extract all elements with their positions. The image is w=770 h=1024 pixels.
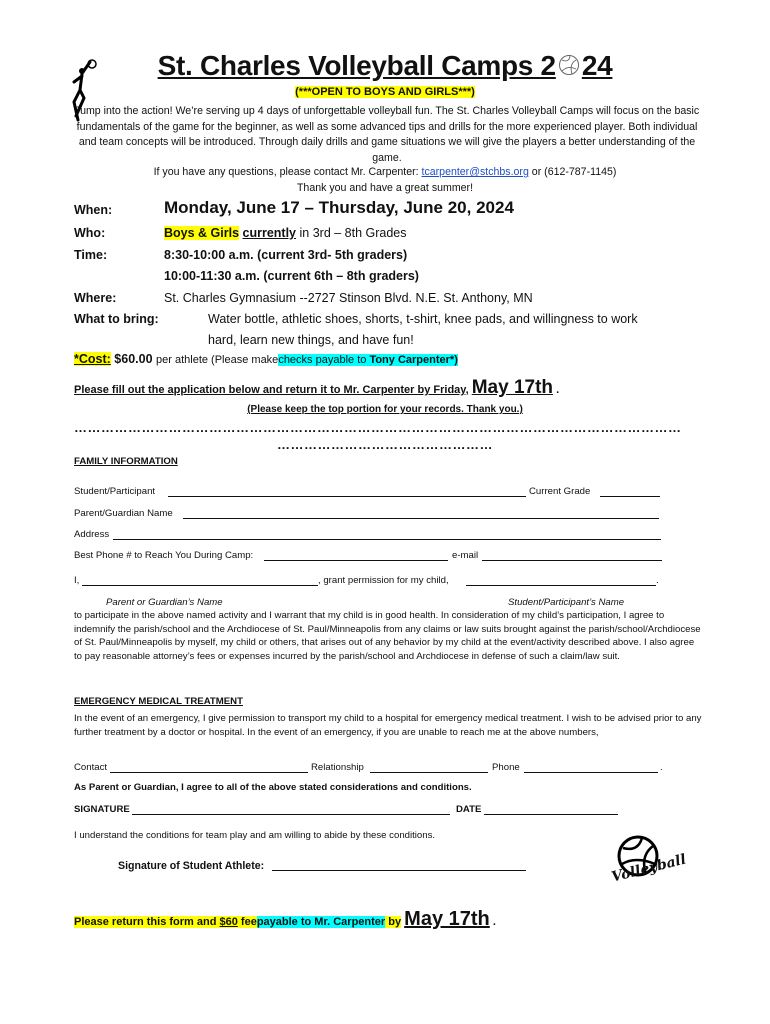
athlete-signature-label: Signature of Student Athlete: bbox=[118, 860, 265, 872]
keep-note: (Please keep the top portion for your records. Thank you.) bbox=[247, 404, 523, 415]
current-grade-label: Current Grade bbox=[529, 486, 591, 497]
emergency-paragraph: In the event of an emergency, I give permission to transport my child to a hospital for emergency medical treatment. I wish to be advised prior to any further treatment by a doctor or hospital. In the event of an emergency, if you are unable to reach me at the above numbers, bbox=[74, 713, 702, 738]
cost-line: *Cost: $60.00 per athlete (Please makechecks payable to Tony Carpenter*) bbox=[74, 352, 458, 366]
address-label: Address bbox=[74, 529, 110, 540]
phone-label: Best Phone # to Reach You During Camp: bbox=[74, 550, 254, 561]
email-label: e-mail bbox=[452, 550, 479, 561]
title-part-1: St. Charles Volleyball Camps 2 bbox=[157, 50, 556, 81]
address-field[interactable] bbox=[113, 529, 661, 540]
waiver-paragraph: to participate in the above named activity and I warrant that my child is in good health. In consideration of my child’s participation, I agree to indemnify the parish/school and the Archdiocese of St. Paul/Minneapolis from any claims or law suits brought against the parish/school/Archdiocese of St. Paul/Minneapolis by myself, my child or others, that arises out of any behavior by my child at the event/activity described above. I also agree to pay reasonable attorney’s fees or expenses incurred by the parish/school and Archdiocese in defense of such a claim/law suit. bbox=[74, 610, 701, 662]
contact-line: If you have any questions, please contact Mr. Carpenter: tcarpenter@stchbs.org or (612-787-1145) bbox=[153, 166, 617, 178]
contact-phone-field[interactable] bbox=[524, 762, 658, 773]
date-label: DATE bbox=[456, 804, 482, 815]
footer-date: May 17th bbox=[404, 908, 490, 930]
date-field[interactable] bbox=[484, 804, 618, 815]
volleyball-icon bbox=[558, 54, 580, 76]
parent-name-field[interactable] bbox=[82, 575, 318, 586]
return-instruction: Please fill out the application below and return it to Mr. Carpenter by Friday, May 17th . bbox=[74, 377, 560, 398]
thanks-line: Thank you and have a great summer! bbox=[296, 182, 474, 194]
emergency-heading: EMERGENCY MEDICAL TREATMENT bbox=[74, 696, 243, 707]
email-field[interactable] bbox=[482, 550, 662, 561]
student-label: Student/Participant bbox=[74, 486, 156, 497]
when-value: Monday, June 17 – Thursday, June 20, 2024 bbox=[164, 198, 514, 217]
parent-field[interactable] bbox=[183, 508, 659, 519]
cut-line-2: ………………………………………… bbox=[277, 437, 493, 452]
bring-label: What to bring: bbox=[74, 312, 159, 326]
i-label: I, bbox=[74, 575, 80, 586]
page-title bbox=[0, 50, 770, 82]
time-label: Time: bbox=[74, 248, 108, 262]
where-value: St. Charles Gymnasium --2727 Stinson Blvd. N.E. St. Anthony, MN bbox=[164, 291, 533, 305]
parent-name-caption: Parent or Guardian’s Name bbox=[106, 597, 223, 608]
bring-line-1: Water bottle, athletic shoes, shorts, t-shirt, knee pads, and willingness to work bbox=[208, 312, 638, 326]
grant-text: , grant permission for my child, bbox=[318, 575, 449, 586]
time-slot-1: 8:30-10:00 a.m. (current 3rd- 5th graders) bbox=[164, 248, 408, 262]
relationship-field[interactable] bbox=[370, 762, 488, 773]
who-value: Boys & Girls currently in 3rd – 8th Grades bbox=[164, 226, 407, 240]
intro-paragraph: Jump into the action! We’re serving up 4 days of unforgettable volleyball fun. The St. Charles Volleyball Camps will focus on the basic fundamentals of the game for the beginner, as well as some advanced tips and drills for the more experienced player. Both individual and team concepts will be introduced. Through daily drills and game situations we will give the players a better understanding of the game. bbox=[74, 105, 700, 164]
title-part-2: 24 bbox=[581, 50, 613, 81]
who-label: Who: bbox=[74, 226, 106, 240]
volleyball-logo-text: Volleyball bbox=[610, 851, 688, 886]
signature-label: SIGNATURE bbox=[74, 804, 130, 815]
student-field[interactable] bbox=[168, 486, 526, 497]
current-grade-field[interactable] bbox=[600, 486, 660, 497]
contact-label: Contact bbox=[74, 762, 108, 773]
when-label: When: bbox=[74, 203, 113, 217]
time-slot-2: 10:00-11:30 a.m. (current 6th – 8th graders) bbox=[164, 269, 419, 283]
parent-label: Parent/Guardian Name bbox=[74, 508, 173, 519]
open-notice: (***OPEN TO BOYS AND GIRLS***) bbox=[295, 86, 475, 98]
phone-short-label: Phone bbox=[492, 762, 520, 773]
family-heading: FAMILY INFORMATION bbox=[74, 456, 178, 467]
signature-field[interactable] bbox=[132, 804, 450, 815]
bring-line-2: hard, learn new things, and have fun! bbox=[208, 333, 414, 347]
relationship-label: Relationship bbox=[311, 762, 364, 773]
return-date: May 17th bbox=[471, 377, 554, 398]
student-name-caption: Student/Participant’s Name bbox=[508, 597, 625, 608]
contact-phone: (612-787-1145) bbox=[544, 166, 617, 178]
where-label: Where: bbox=[74, 291, 117, 305]
return-reminder: Please return this form and $60 feepayable to Mr. Carpenter by May 17th . bbox=[74, 908, 496, 930]
athlete-signature-field[interactable] bbox=[272, 860, 526, 871]
volleyball-logo bbox=[606, 834, 690, 896]
phone-field[interactable] bbox=[264, 550, 448, 561]
understand-text: I understand the conditions for team play and am willing to abide by these conditions. bbox=[74, 830, 436, 841]
contact-email-link[interactable]: tcarpenter@stchbs.org bbox=[421, 166, 529, 178]
agree-text: As Parent or Guardian, I agree to all of the above stated considerations and conditions. bbox=[74, 782, 472, 793]
contact-field[interactable] bbox=[110, 762, 308, 773]
student-name-field[interactable] bbox=[466, 575, 656, 586]
cut-line-1: ……………………………………………………………………………………………………………………… bbox=[74, 420, 682, 435]
